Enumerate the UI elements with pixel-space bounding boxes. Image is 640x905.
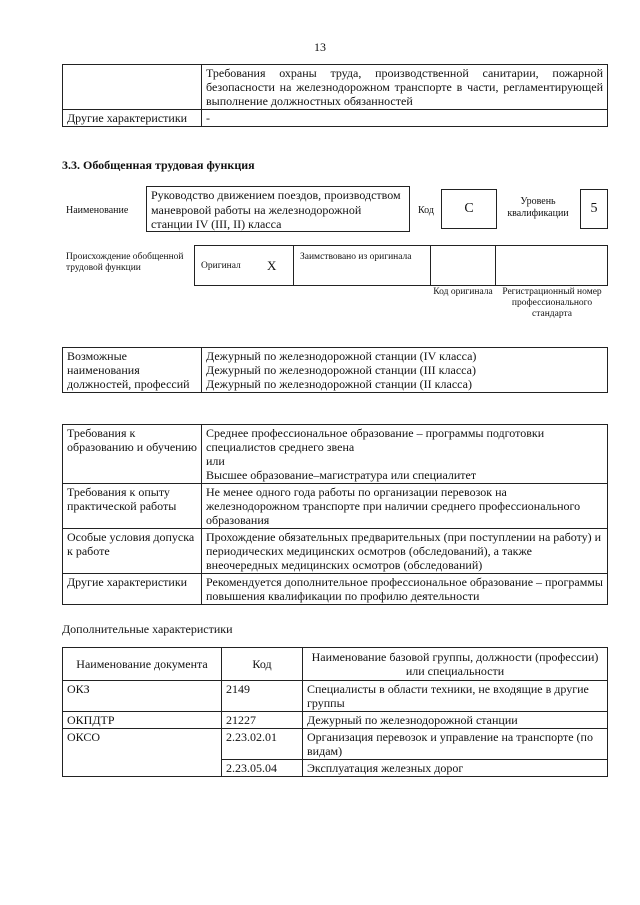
doc-cell: ОКСО [63,729,222,777]
name-cell: Организация перевозок и управление на транспорте (по видам) [303,729,608,760]
code-caption: Код оригинала [433,287,493,297]
header-code: Код [222,648,303,681]
education-label: Требования к образованию и обучению [63,425,202,484]
experience-label: Требования к опыту практической работы [63,484,202,529]
education-line: Среднее профессиональное образование – программы подготовки специалистов среднего звена [206,426,545,454]
education-line: Высшее образование–магистратура или специалитет [206,468,477,482]
admission-value: Прохождение обязательных предварительных (при поступлении на работу) и периодических медицинских осмотров (обследований), а также внеочередных медицинских осмотров (обследований) [202,529,608,574]
positions-values [202,348,608,393]
education-value [202,425,608,484]
position-item: Дежурный по железнодорожной станции (II класса) [206,377,472,391]
page-number: 13 [314,40,326,54]
education-line: или [206,454,225,468]
reg-number-cell [495,245,608,286]
name-cell: Специалисты в области техники, не входящие в другие группы [303,681,608,712]
doc-cell: ОКПДТР [63,712,222,729]
header-name: Наименование базовой группы, должности (профессии) или специальности [303,648,608,681]
original-mark: X [267,258,277,273]
reg-caption: Регистрационный номер профессионального стандарта [502,287,602,319]
level-label: Уровень квалификации [507,196,569,219]
additional-title: Дополнительные характеристики [62,622,233,636]
original-cell [194,245,294,286]
position-item: Дежурный по железнодорожной станции (III класса) [206,363,476,377]
requirements-table [62,424,608,605]
other-value: Рекомендуется дополнительное профессиональное образование – программы повышения квалификации по профилю деятельности [202,574,608,605]
requirements-text: Требования охраны труда, производственной санитарии, пожарной безопасности на железнодорожном транспорте в части, регламентирующей выполнение должностных обязанностей [202,65,608,110]
name-cell: Эксплуатация железных дорог [303,760,608,777]
admission-label: Особые условия допуска к работе [63,529,202,574]
original-code-cell [430,245,496,286]
position-item: Дежурный по железнодорожной станции (IV класса) [206,349,477,363]
name-cell: Дежурный по железнодорожной станции [303,712,608,729]
code-cell: 2149 [222,681,303,712]
positions-table [62,347,608,393]
borrowed-label: Заимствовано из оригинала [300,252,412,262]
empty-cell [63,65,202,110]
other-characteristics-label: Другие характеристики [63,110,202,127]
additional-table [62,647,608,777]
experience-value: Не менее одного года работы по организации перевозок на железнодорожном транспорте при наличии среднего профессионального образования [202,484,608,529]
code-label: Код [418,205,434,216]
code-cell: 21227 [222,712,303,729]
code-value: С [441,189,497,229]
continuation-table [62,64,608,127]
code-cell: 2.23.02.01 [222,729,303,760]
positions-label: Возможные наименования должностей, профессий [63,348,202,393]
borrowed-cell [293,245,431,286]
other-characteristics-value: - [202,110,608,127]
origin-label: Происхождение обобщенной трудовой функции [66,252,184,273]
other-label: Другие характеристики [63,574,202,605]
original-label: Оригинал [201,261,241,271]
doc-cell: ОКЗ [63,681,222,712]
header-document: Наименование документа [63,648,222,681]
code-cell: 2.23.05.04 [222,760,303,777]
name-label: Наименование [66,205,129,216]
function-name: Руководство движением поездов, производством маневровой работы на железнодорожной станции IV (III, II) класса [146,186,410,232]
level-value: 5 [580,189,608,229]
section-title: 3.3. Обобщенная трудовая функция [62,158,255,172]
